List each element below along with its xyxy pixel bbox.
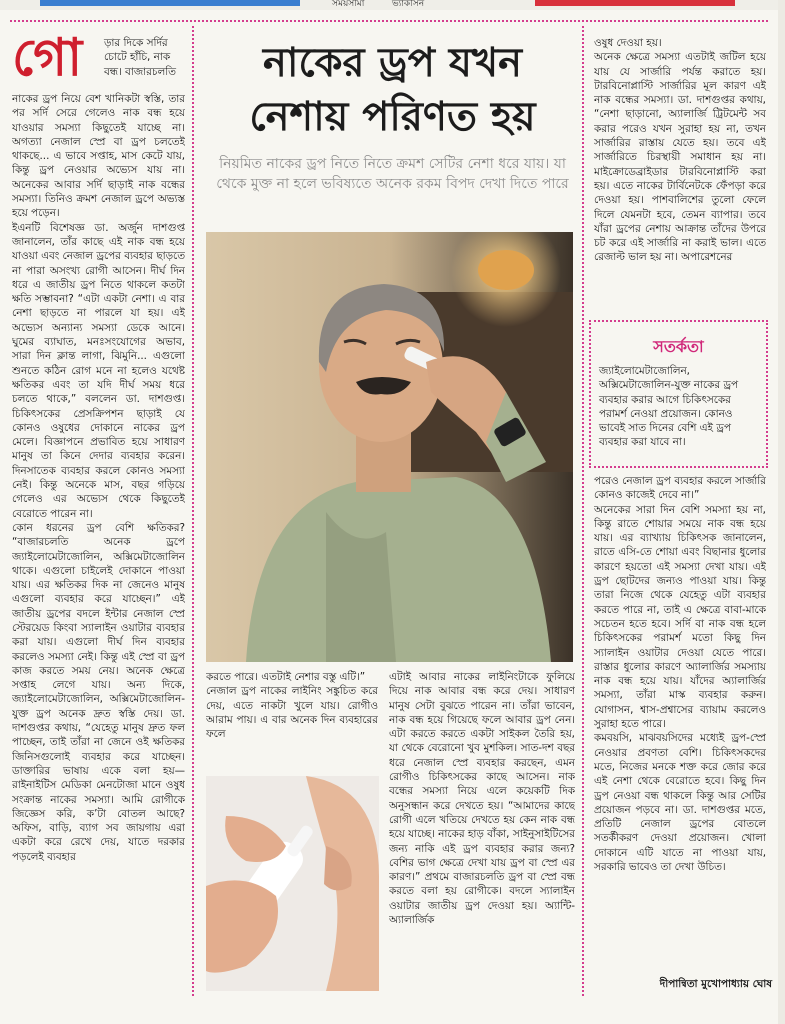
warning-title: সতর্কতা <box>653 337 704 356</box>
photo-illustration-2 <box>206 776 379 991</box>
subheadline: নিয়মিত নাকের ড্রপ নিতে নিতে ক্রমশ সেটির নেশা ধরে যায়। যা থেকে মুক্ত না হলে ভবিষ্যতে অনেক রকম বিপদ দেখা দিতে পারে <box>216 156 569 192</box>
article-column-3: এটাই আবার নাকের লাইনিংটাকে ফুলিয়ে দিয়ে নাক আবার বন্ধ করে দেয়। সাধারণ মানুষ সেটা বুঝতে পারেন না। তাঁরা ভাবেন, নাক বন্ধ হয়ে গিয়েছে ফলে আবার ড্রপ নেন। এটা করতে করতে একটা সাইকল তৈরি হয়, যা থেকে বেরোনো খুব মুশকিল। সাত-দশ বছর ধরে নেজাল স্প্রে ব্যবহার করছেন, এমন রোগীও চিকিৎসকের কাছে আসেন। নাক বন্ধের সমস্যা নিয়ে এলে কয়েকটি দিক অনুসন্ধান করে দেখতে হয়। “আমাদের কাছে রোগী এলে খতিয়ে দেখতে হয় কেন নাক বন্ধ হয়ে যাচ্ছে। নাকের হাড় বাঁকা, সাইনুসাইটিসের জন্য নাকি এই ড্রপ ব্যবহার করার জন্য? বেশির ভাগ ক্ষেত্রে দেখা যায় ড্রপ বা স্প্রে এর কারণ।” প্রথমে বাজারচলতি ড্রপ বা স্প্রে বন্ধ করতে বলা হয় রোগীকে। বদলে স্যালাইন ওয়াটার জাতীয় ড্রপ দেওয়া হয়। অ্যান্টি-অ্যালার্জিক <box>389 671 575 927</box>
man-using-nasal-spray-photo <box>206 232 573 662</box>
dropcap: গো <box>12 27 83 88</box>
top-strip-right-text: ভ্যাকসিন <box>392 0 425 9</box>
photo-illustration <box>206 232 573 662</box>
column-divider-2 <box>582 26 584 996</box>
warning-text: জ্যাইলোমেটাজোলিন, অক্সিমেটাজোলিন-যুক্ত নাকের ড্রপ ব্যবহার করার আগে চিকিৎসকের পরামর্শ নেওয়া প্রয়োজন। কোনও ভাবেই সাত দিনের বেশি এই ড্রপ ব্যবহার করা যাবে না। <box>599 365 739 449</box>
article-column-4-top: ওষুধ দেওয়া হয়। অনেক ক্ষেত্রে সমস্যা এতটাই জটিল হয়ে যায় যে সার্জারি পর্যন্ত করাতে হয়। টারবিনোপ্লাস্টি সার্জারির মূল কারণ এই নাক বন্ধের সমস্যা। ডা. দাশগুপ্তর কথায়, “নেশা ছাড়ানো, অ্যালার্জি ট্রিটমেন্ট সব করার পরেও যখন সুরাহা হয় না, তখন সার্জারির রাস্তায় যেতে হয়। তবে এই সার্জারিতে চিরস্থায়ী সমাধান হয় না। মাইক্রোডেব্রাইডার টারবিনোপ্লাস্টি করা হয়। এতে নাকের টার্বিনেটকে ফেঁপড়া করে দেওয়া হয়। পাশবালিশের তুলো ফেলে দিলে যেমনটা হবে, তেমন ব্যাপার। তবে যাঁরা ড্রপের নেশায় আক্রান্ত তাঁদের উপরে চট করে এই সার্জারি না করাই ভাল। এতে রেজাল্ট ভাল হয় না। অপারেশনের <box>594 37 766 264</box>
byline: দীপান্বিতা মুখোপাধ্যায় ঘোষ <box>659 978 772 990</box>
top-strip-red-bar <box>535 0 735 6</box>
top-strip-blue-bar <box>40 0 300 6</box>
warning-box <box>589 320 768 468</box>
column-divider-1 <box>192 26 194 996</box>
article-column-4-bottom: পরেও নেজাল ড্রপ ব্যবহার করলে সার্জারি কোনও কাজেই দেবে না।” অনেকের সারা দিন বেশি সমস্যা হয় না, কিন্তু রাতে শোয়ার সময়ে নাক বন্ধ হয়ে যায়। এর ব্যাখ্যায় চিকিৎসক জানালেন, রাতে এসি-তে শোয়া এবং বিছানার ধুলোর কারণে হয়তো এই সমস্যা দেখা যায়। এই ড্রপ ছোটদের জন্যও পাওয়া যায়। কিন্তু তারা নিজে থেকে যেহেতু এটা ব্যবহার করতে পারে না, তাই এ ক্ষেত্রে বাবা-মাকে সচেতন হতে হবে। সর্দি বা নাক বন্ধ হলে চিকিৎসকের পরামর্শ মতো কিছু দিন স্যালাইন ওয়াটার দেওয়া যেতে পারে। রাস্তার ধুলোর কারণে অ্যালার্জির সমস্যায় নাক বন্ধ হয়ে যায়। যাঁদের অ্যালার্জির সমস্যা, তাঁরা মাস্ক ব্যবহার করুন। যোগাসন, শ্বাস-প্রশ্বাসের ব্যায়াম করলেও সুরাহা হতে পারে। কমবয়সি, মাঝবয়সিদের মধ্যেই ড্রপ-স্প্রে নেওয়ার প্রবণতা বেশি। চিকিৎসকদের মতে, নিজের মনকে শক্ত করে জোর করে এই নেশা থেকে বেরোতে হবে। কিছু দিন ড্রপ নেওয়া বন্ধ থাকলে কিন্তু আর সেটির প্রয়োজন পড়বে না। ডা. দাশগুপ্তর মতে, প্রতিটি নেজাল ড্রপের বোতলে সতর্কীকরণ দেওয়া প্রয়োজন। খোলা দোকানে এটি যাতে না পাওয়া যায়, সরকারি ভাবেও তা দেখা উচিত। <box>594 475 766 874</box>
headline-line-1: নাকের ড্রপ যখন <box>262 40 523 86</box>
dropcap-block <box>12 27 184 92</box>
dropcap-text: ড়ার দিকে সর্দির চোটে হাঁচি, নাক বন্ধ। বাজারচলতি <box>104 37 176 78</box>
page-edge <box>778 0 785 1024</box>
top-strip <box>0 0 785 10</box>
headline <box>200 36 585 144</box>
headline-line-2: নেশায় পরিণত হয় <box>249 94 536 140</box>
article-column-1: নাকের ড্রপ নিয়ে বেশ খানিকটা স্বস্তি, তার পর সর্দি সেরে গেলেও নাক বন্ধ হয়ে যাওয়ার সমস্যা কিছুতেই যাচ্ছে না। অগত্যা নেজাল স্প্রে বা ড্রপ চলতেই থাকছে... এ ভাবে সপ্তাহ, মাস কেটে যায়, কিন্তু ড্রপ নেওয়ার অভ্যেস যায় না। অনেকের আবার সর্দি ছাড়াই নাক বন্ধের সমস্যা। তিনিও ক্রমশ নেজাল ড্রপে অভ্যস্ত হয়ে পড়েন। ইএনটি বিশেষজ্ঞ ডা. অর্জুন দাশগুপ্ত জানালেন, তাঁর কাছে এই নাক বন্ধ হয়ে যাওয়া এবং নেজাল ড্রপের ব্যবহার ছাড়তে না পারা অসংখ্য রোগী আসেন। দীর্ঘ দিন ধরে এ জাতীয় ড্রপ নিতে থাকলে কতটা ক্ষতি সম্ভাবনা? “এটা একটা নেশা। এ বার নেশা ছাড়তে না পারলে যা হয়। এই অভ্যেস অন্যান্য সমস্যা ডেকে আনে। ঘুমের ব্যাঘাত, মনঃসংযোগের অভাব, সারা দিন ক্লান্ত লাগা, ঝিমুনি... এগুলো শুনতে কঠিন রোগ মনে না হলেও যথেষ্ট ক্ষতিকর এবং তা যদি দীর্ঘ সময় ধরে চলতে থাকে,” বললেন ডা. দাশগুপ্ত। চিকিৎসকের প্রেসক্রিপশন ছাড়াই যে কোনও ওষুধের দোকানে নাকের ড্রপ মেলে। বিজ্ঞাপনে প্রভাবিত হয়ে সাধারণ মানুষ তা কিনে দেদার ব্যবহার করেন। দিনসাতেক ব্যবহার করলে কোনও সমস্যা নেই। কিন্তু অনেকে মাস, বছর গড়িয়ে গেলেও এর অভ্যেস থেকে কিছুতেই বেরোতে পারেন না। কোন ধরনের ড্রপ বেশি ক্ষতিকর? “বাজারচলতি অনেক ড্রপে জ্যাইলোমেটাজোলিন, অক্সিমেটাজোলিন থাকে। এগুলো চাইলেই দোকানে পাওয়া যায়। এর ক্ষতিকর দিক না জেনেও মানুষ এগুলো ব্যবহার করে যাচ্ছেন।” এই জাতীয় ড্রপের বদলে ইন্টার নেজাল স্প্রে স্টেরয়েড কিংবা স্যালাইন ওয়াটার ব্যবহার করা যায়। এগুলো দীর্ঘ দিন ব্যবহার করলেও সমস্যা নেই। কিন্তু এই স্প্রে বা ড্রপ কাজ করতে সময় নেয়। অনেক ক্ষেত্রে সপ্তাহ লেগে যায়। অন্য দিকে, জ্যাইলোমেটাজোলিন, অক্সিমেটাজোলিন-যুক্ত ড্রপ অনেক দ্রুত স্বস্তি দেয়। ডা. দাশগুপ্তর কথায়, “যেহেতু মানুষ দ্রুত ফল পাচ্ছেন, তাই তাঁরা না জেনে ওই ক্ষতিকর জিনিসগুলোই ব্যবহার করে যাচ্ছেন। ডাক্তারির ভাষায় একে বলা হয়— রাইনাইটিস মেডিকা মেনটোজা মানে ওষুধ সংক্রান্ত নাকের সমস্যা। আমি রোগীকে জিজ্ঞেস করি, ক’টা বোতল আছে? অফিস, বাড়ি, ব্যাগ সব জায়গায় এরা একটা করে রেখে দেয়, যাতে দরকার পড়লেই ব্যবহার <box>12 93 185 863</box>
article-column-2: করতে পারে। এতটাই নেশার বস্তু এটি।” নেজাল ড্রপ নাকের লাইনিং সঙ্কুচিত করে দেয়, এতে নাকটা খুলে যায়। রোগীও আরাম পায়। এ বার অনেক দিন ব্যবহারের ফলে <box>206 671 378 741</box>
top-dotted-rule <box>10 20 768 22</box>
nasal-spray-closeup-photo <box>206 776 379 991</box>
top-strip-left-text: সময়সীমা <box>332 0 365 9</box>
